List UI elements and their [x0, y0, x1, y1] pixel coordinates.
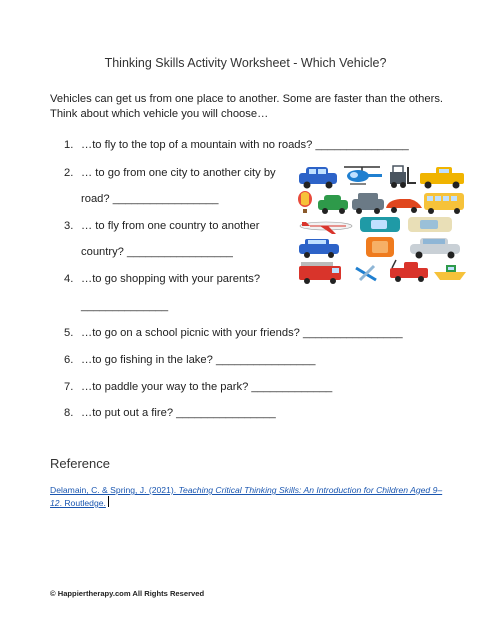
forklift-icon [390, 166, 416, 188]
teal-car-icon [360, 217, 400, 232]
question-1 [64, 138, 409, 153]
helicopter-icon [344, 167, 382, 184]
yellow-pickup-icon [420, 167, 464, 189]
question-text: …to paddle your way to the park? _____________ [81, 381, 333, 393]
question-text: …to go fishing in the lake? ________________ [81, 354, 316, 366]
cream-car-icon [408, 217, 452, 232]
question-text: …to put out a fire? ________________ [81, 407, 276, 419]
small-plane-icon [356, 266, 376, 280]
question-text: …to fly to the top of a mountain with no roads? _______________ [81, 139, 409, 151]
text-cursor [108, 496, 109, 507]
reference-publisher: . Routledge. [59, 498, 106, 508]
question-text: … to go from one city to another city by [81, 167, 276, 179]
question-number: 8. [64, 407, 74, 419]
reference-book-title: Teaching Critical Thinking Skills: An Introduction for Children Aged 9–12 [50, 485, 443, 508]
school-bus-icon [424, 193, 464, 214]
intro-text: Vehicles can get us from one place to another. Some are faster than the others. Think about which vehicle you will choose… [50, 93, 444, 120]
red-tow-truck-icon [390, 260, 428, 282]
blue-hatchback-icon [299, 239, 339, 258]
vehicle-image-grid [296, 164, 468, 286]
question-number: 2. [64, 167, 74, 179]
question-number: 7. [64, 381, 74, 393]
question-3-continued: country? _________________ [81, 246, 233, 258]
question-text: … to fly from one country to another [81, 220, 260, 232]
silver-car-icon [410, 238, 460, 259]
blue-car-icon [299, 167, 337, 189]
question-2-continued: road? _________________ [81, 193, 219, 205]
orange-car-icon [366, 237, 394, 257]
question-number: 1. [64, 139, 74, 151]
airplane-icon [300, 222, 352, 234]
question-number: 5. [64, 327, 74, 339]
question-4 [64, 272, 260, 287]
question-text: …to go on a school picnic with your friends? ________________ [81, 327, 403, 339]
question-number: 3. [64, 220, 74, 232]
copyright-footer: © Happiertherapy.com All Rights Reserved [50, 589, 205, 598]
question-7 [64, 380, 332, 395]
worksheet-title: Thinking Skills Activity Worksheet - Which Vehicle? [104, 56, 387, 70]
question-5 [64, 326, 403, 341]
red-sports-car-icon [386, 199, 422, 213]
reference-authors: Delamain, C. & Spring, J. (2021). [50, 485, 179, 495]
reference-citation-link[interactable] [50, 484, 450, 509]
question-number: 4. [64, 273, 74, 285]
green-car-icon [318, 195, 348, 214]
reference-heading: Reference [50, 456, 110, 471]
silver-suv-icon [352, 193, 384, 214]
yellow-boat-icon [434, 265, 466, 280]
question-text: …to go shopping with your parents? [81, 273, 261, 285]
hot-air-balloon-icon [298, 191, 312, 213]
question-2 [64, 166, 276, 181]
question-6 [64, 353, 316, 368]
question-3 [64, 219, 259, 234]
question-4-continued: ______________ [81, 300, 169, 312]
fire-truck-icon [299, 262, 341, 284]
question-8 [64, 406, 276, 421]
question-number: 6. [64, 354, 74, 366]
